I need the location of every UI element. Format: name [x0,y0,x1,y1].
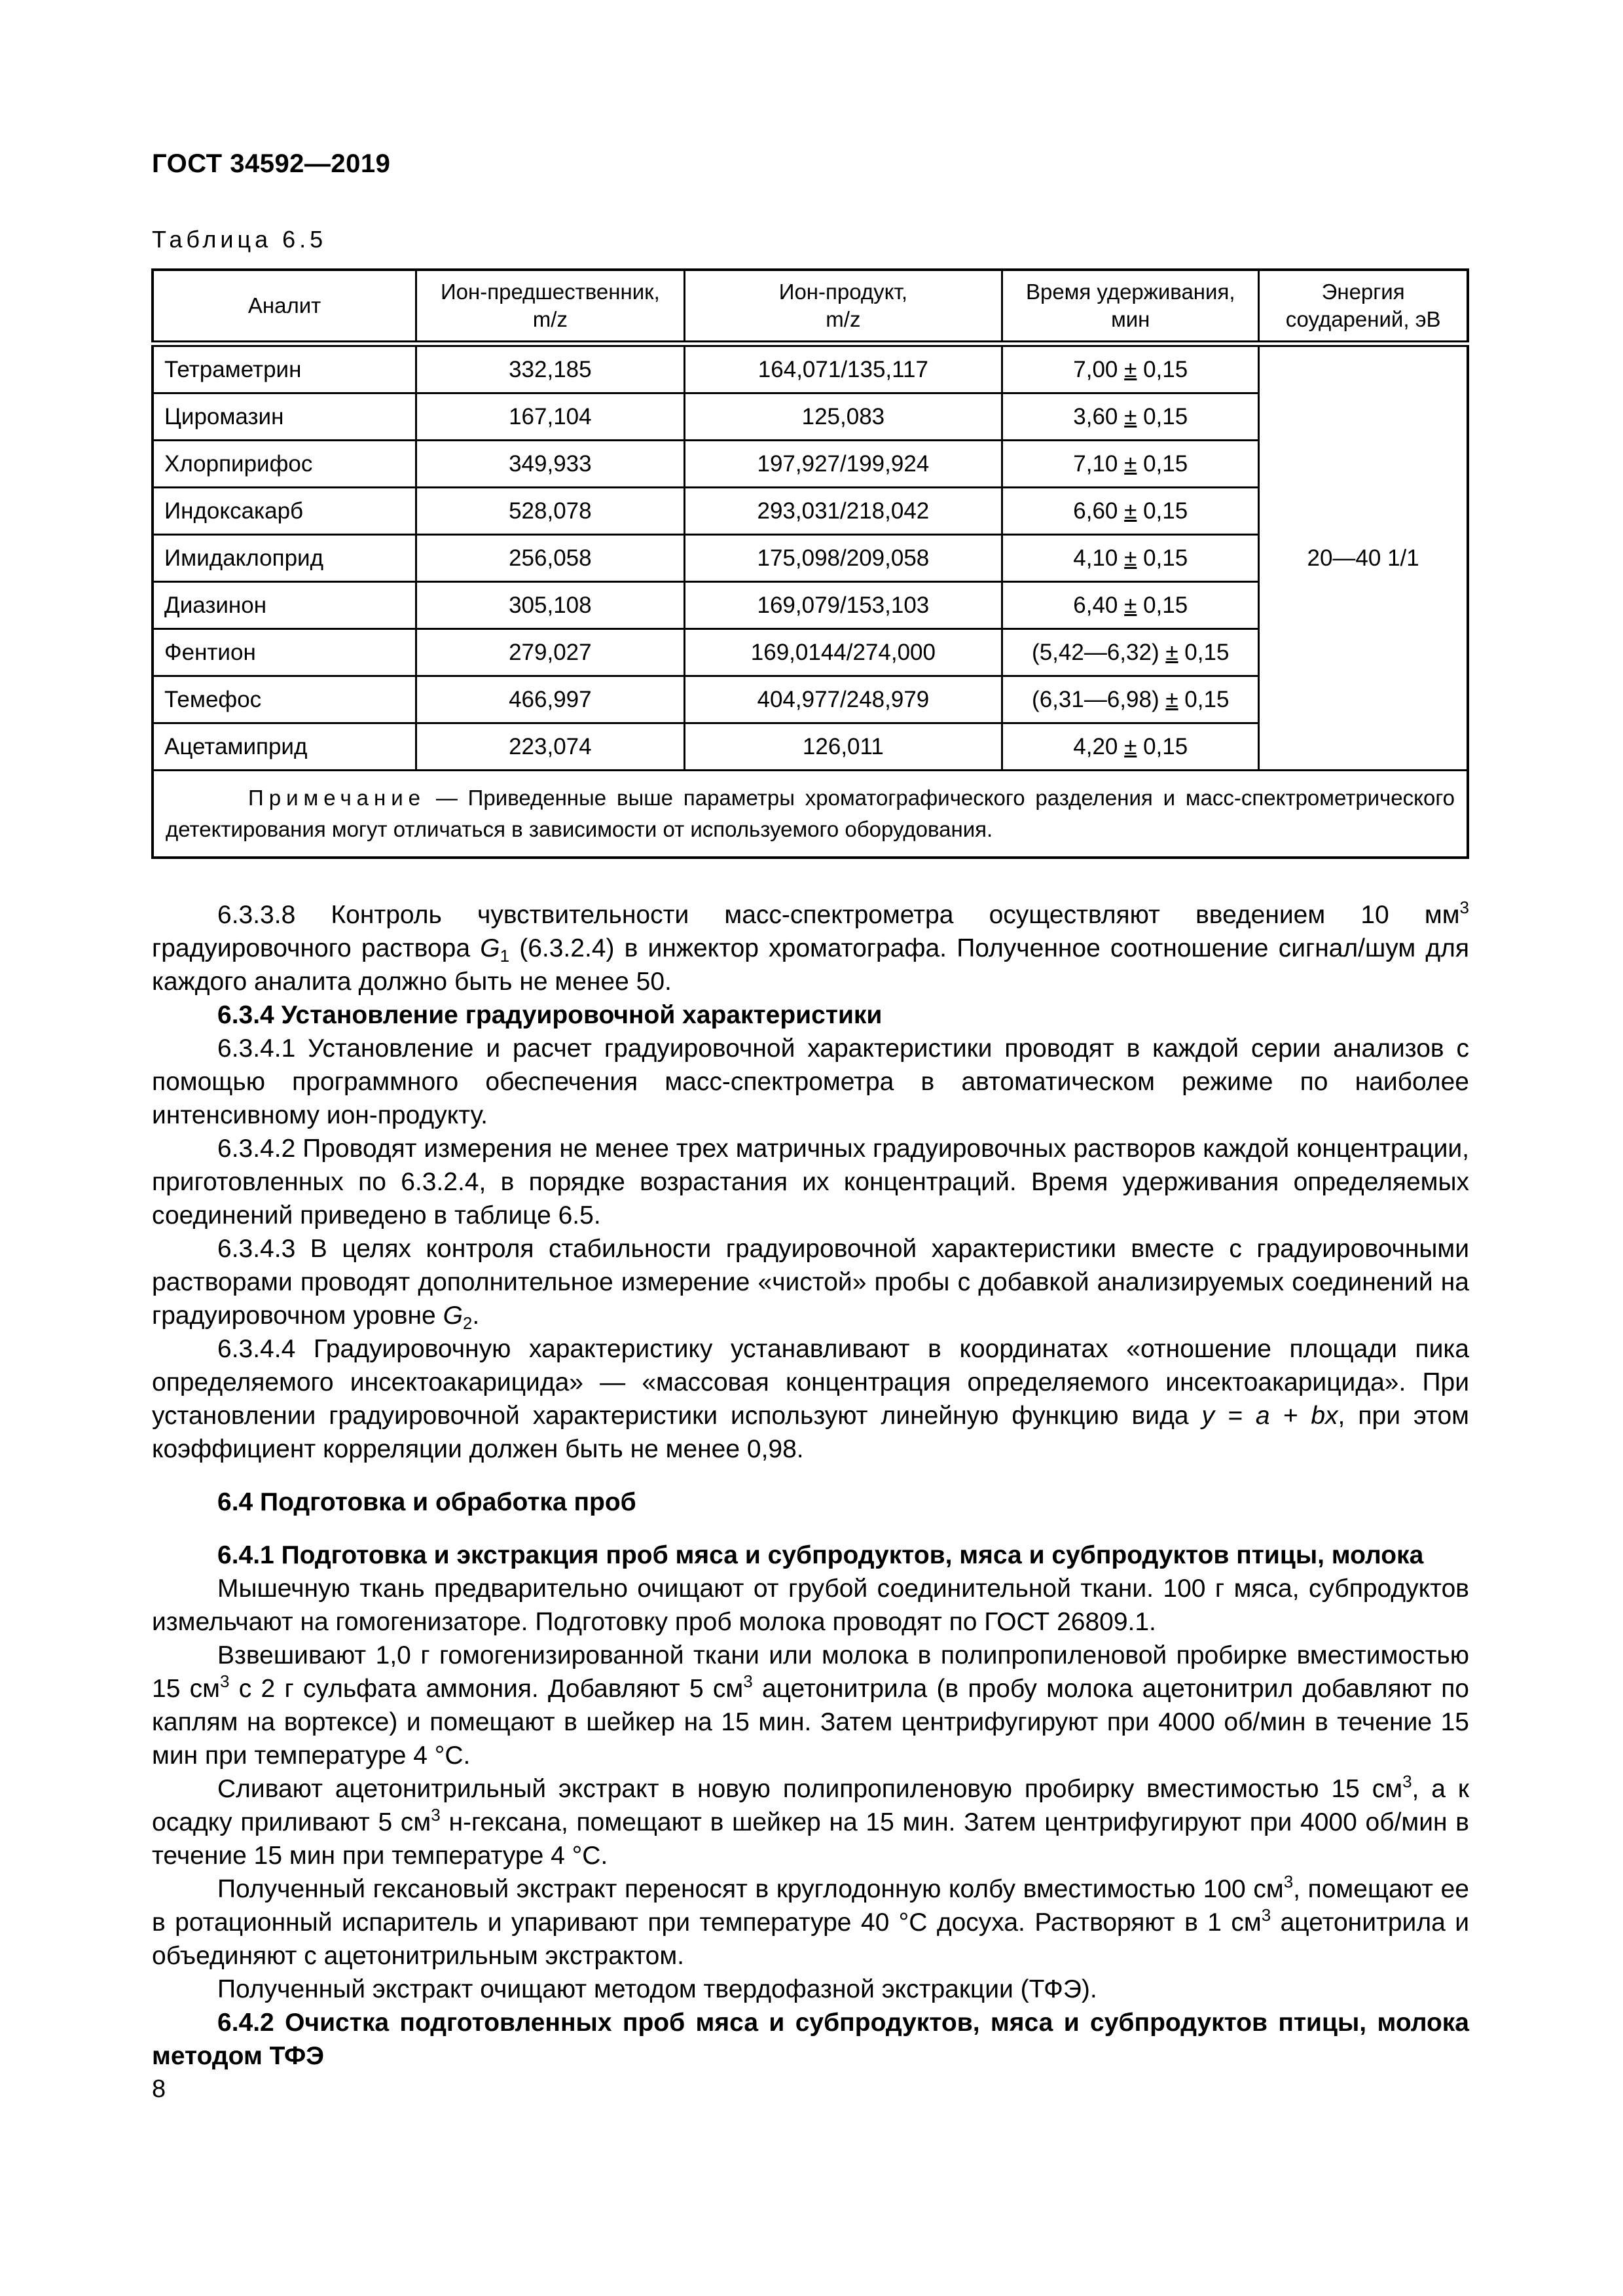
rt-tolerance: 0,15 [1184,686,1230,712]
superscript: 3 [431,1805,441,1825]
subscript: 2 [462,1313,473,1333]
subscript: 1 [500,946,510,966]
cell-product: 125,083 [684,393,1002,441]
table-note-row [153,771,1468,858]
table-6-5 [151,268,1469,859]
cell-product: 169,079/153,103 [684,582,1002,629]
cell-collision-energy: 20—40 1/1 [1259,344,1468,771]
heading-6-4-1: 6.4.1 Подготовка и экстракция проб мяса и субпродуктов, мяса и субпродуктов птицы, молока [217,1541,1424,1569]
column-header-analyte [153,270,416,344]
text-run: . [472,1302,480,1330]
cell-analyte: Ацетамиприд [153,723,416,771]
document-standard-header: ГОСТ 34592—2019 [152,149,391,178]
text-run: Сливают ацетонитрильный экстракт в новую полипропиленовую пробирку вместимостью 15 см [217,1775,1403,1803]
column-header-unit: m/z [532,307,568,331]
plus-minus-sign: ± [1124,592,1137,618]
column-header-collision-energy [1259,270,1468,344]
superscript: 3 [1459,898,1469,917]
column-header-text: Аналит [247,293,321,318]
cell-retention-time [1002,723,1259,771]
superscript: 3 [743,1671,753,1691]
rt-tolerance: 0,15 [1143,733,1188,759]
plus-minus-sign: ± [1165,686,1178,712]
note-label: Примечание [248,786,426,810]
column-header-text: Ион-продукт, [778,280,908,304]
cell-precursor: 305,108 [416,582,684,629]
text-run: 6.3.4.3 В целях контроля стабильности градуировочной характеристики вместе с градуировочными растворами проводят дополнительное измерение «чистой» пробы с добавкой анализируемых соединений на градуировочном уровне [152,1235,1469,1330]
column-header-unit: соударений, эВ [1285,307,1441,331]
cell-analyte: Темефос [153,676,416,723]
table-row [153,344,1468,393]
variable-g: G [480,934,500,962]
column-header-unit: мин [1111,307,1150,331]
cell-precursor: 167,104 [416,393,684,441]
text-run: Взвешивают 1,0 г гомогенизированной ткани или молока в полипропиленовой пробирке вместимостью 15 см [152,1641,1469,1703]
superscript: 3 [1402,1772,1412,1791]
cell-analyte: Имидаклоприд [153,535,416,582]
heading-6-4: 6.4 Подготовка и обработка проб [217,1488,636,1516]
cell-retention-time [1002,535,1259,582]
text-run: , при этом коэффициент корреляции должен быть не менее 0,98. [152,1402,1469,1463]
text-run: градуировочного раствора [152,934,481,962]
rt-value: 7,00 [1073,356,1118,382]
rt-tolerance: 0,15 [1143,592,1188,618]
rt-value: 7,10 [1073,450,1118,477]
cell-product: 126,011 [684,723,1002,771]
paragraph-6-3-4-1: 6.3.4.1 Установление и расчет градуировочной характеристики проводят в каждой серии анализов с помощью программного обеспечения масс-спектрометра в автоматическом режиме по наиболее интенсивному ион-продукту. [152,1034,1469,1129]
paragraph-6-3-4-2: 6.3.4.2 Проводят измерения не менее трех матричных градуировочных растворов каждой концентрации, приготовленных по 6.3.2.4, в порядке возрастания их концентраций. Время удерживания определяемых соединений приведено в таблице 6.5. [152,1135,1469,1230]
cell-retention-time [1002,629,1259,676]
page-number: 8 [152,2075,166,2103]
paragraph-tissue-prep: Мышечную ткань предварительно очищают от грубой соединительной ткани. 100 г мяса, субпродуктов измельчают на гомогенизаторе. Подготовку проб молока проводят по ГОСТ 26809.1. [152,1575,1469,1636]
rt-tolerance: 0,15 [1143,450,1188,477]
text-run: , а к осадку приливают 5 см [152,1775,1469,1836]
cell-product: 169,0144/274,000 [684,629,1002,676]
cell-precursor: 349,933 [416,441,684,488]
column-header-unit: m/z [826,307,861,331]
heading-6-4-2: 6.4.2 Очистка подготовленных проб мяса и субпродуктов, мяса и субпродуктов птицы, молока методом ТФЭ [152,2009,1469,2070]
paragraph-6-3-4-4 [152,1332,1469,1466]
paragraph-weighing [152,1639,1469,1772]
cell-retention-time [1002,441,1259,488]
column-header-precursor-ion [416,270,684,344]
rt-value: 4,20 [1073,733,1118,759]
paragraph-decant [152,1772,1469,1872]
cell-retention-time [1002,582,1259,629]
cell-analyte: Фентион [153,629,416,676]
table-note [153,771,1468,858]
plus-minus-sign: ± [1124,545,1137,571]
rt-value: 6,60 [1073,498,1118,524]
cell-retention-time [1002,393,1259,441]
variable-g: G [443,1302,463,1330]
superscript: 3 [219,1671,230,1691]
table-header-row [153,270,1468,344]
rt-tolerance: 0,15 [1143,498,1188,524]
cell-retention-time [1002,344,1259,393]
rt-value: (6,31—6,98) [1032,686,1159,712]
cell-precursor: 256,058 [416,535,684,582]
column-header-text: Ион-предшественник, [440,280,660,304]
formula: y = a + bx [1201,1402,1338,1430]
paragraph-6-3-4-3 [152,1232,1469,1332]
cell-analyte: Диазинон [153,582,416,629]
plus-minus-sign: ± [1124,498,1137,524]
cell-precursor: 466,997 [416,676,684,723]
rt-tolerance: 0,15 [1143,545,1188,571]
paragraph-6-3-3-8 [152,898,1469,998]
cell-analyte: Тетраметрин [153,344,416,393]
cell-analyte: Индоксакарб [153,488,416,535]
rt-value: 6,40 [1073,592,1118,618]
text-run: 6.3.4.4 Градуировочную характеристику устанавливают в координатах «отношение площади пика определяемого инсектоакарицида» — «массовая концентрация определяемого инсектоакарицида». При установлении градуировочной характеристики используют линейную функцию вида [152,1335,1469,1430]
paragraph-spe: Полученный экстракт очищают методом твердофазной экстракции (ТФЭ). [217,1975,1097,2003]
plus-minus-sign: ± [1124,356,1137,382]
column-header-retention-time [1002,270,1259,344]
text-run: с 2 г сульфата аммония. Добавляют 5 см [229,1675,744,1703]
column-header-product-ion [684,270,1002,344]
cell-product: 164,071/135,117 [684,344,1002,393]
note-text: — Приведенные выше параметры хроматографического разделения и масс-спектрометрического детектирования могут отличаться в зависимости от используемого оборудования. [166,786,1455,841]
cell-retention-time [1002,676,1259,723]
plus-minus-sign: ± [1165,639,1178,665]
cell-product: 175,098/209,058 [684,535,1002,582]
rt-tolerance: 0,15 [1143,356,1188,382]
text-run: ацетонитрила (в пробу молока ацетонитрил добавляют по каплям на вортексе) и помещают в шейкер на 15 мин. Затем центрифугируют при 4000 об/мин в течение 15 мин при температуре 4 °С. [152,1675,1469,1770]
rt-value: 3,60 [1073,403,1118,429]
plus-minus-sign: ± [1124,733,1137,759]
text-run: 6.3.3.8 Контроль чувствительности масс-спектрометра осуществляют введением 10 мм [217,901,1460,929]
cell-retention-time [1002,488,1259,535]
cell-precursor: 332,185 [416,344,684,393]
text-run: н-гексана, помещают в шейкер на 15 мин. Затем центрифугируют при 4000 об/мин в течение 15 мин при температуре 4 °С. [152,1808,1469,1870]
column-header-text: Время удерживания, [1025,280,1235,304]
table-caption: Таблица 6.5 [152,226,327,253]
text-run: ацетонитрила и объединяют с ацетонитрильным экстрактом. [152,1908,1469,1970]
cell-product: 197,927/199,924 [684,441,1002,488]
text-run: Полученный гексановый экстракт переносят в круглодонную колбу вместимостью 100 см [217,1875,1284,1903]
rt-tolerance: 0,15 [1143,403,1188,429]
text-run: (6.3.2.4) в инжектор хроматографа. Полученное соотношение сигнал/шум для каждого аналита должно быть не менее 50. [152,934,1469,996]
cell-analyte: Хлорпирифос [153,441,416,488]
cell-precursor: 279,027 [416,629,684,676]
plus-minus-sign: ± [1124,450,1137,477]
rt-value: (5,42—6,32) [1032,639,1159,665]
cell-precursor: 223,074 [416,723,684,771]
cell-precursor: 528,078 [416,488,684,535]
plus-minus-sign: ± [1124,403,1137,429]
superscript: 3 [1261,1905,1271,1925]
superscript: 3 [1283,1872,1294,1891]
document-body [152,898,1469,2073]
paragraph-hexane-extract [152,1872,1469,1973]
cell-product: 293,031/218,042 [684,488,1002,535]
cell-product: 404,977/248,979 [684,676,1002,723]
rt-value: 4,10 [1073,545,1118,571]
rt-tolerance: 0,15 [1184,639,1230,665]
cell-analyte: Циромазин [153,393,416,441]
text-run: , помещают ее в ротационный испаритель и упаривают при температуре 40 °С досуха. Растворяют в 1 см [152,1875,1469,1937]
column-header-text: Энергия [1321,280,1405,304]
heading-6-3-4: 6.3.4 Установление градуировочной характеристики [217,1001,883,1029]
